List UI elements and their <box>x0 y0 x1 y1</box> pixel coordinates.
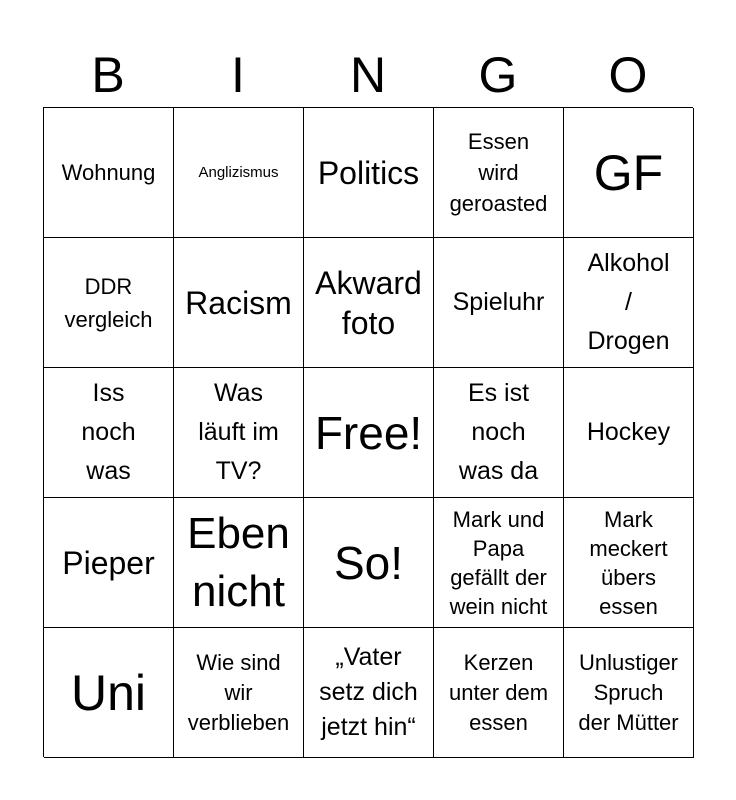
cell-text: Was läuft im TV? <box>198 379 279 485</box>
cell-text: Racism <box>185 284 292 321</box>
bingo-cell[interactable] <box>304 628 434 758</box>
bingo-cell[interactable] <box>564 498 694 628</box>
cell-text: Wie sind wir verblieben <box>187 649 290 735</box>
cell-text: So! <box>333 536 404 589</box>
bingo-cell[interactable] <box>564 108 694 238</box>
cell-text: Uni <box>70 664 147 721</box>
cell-text: Pieper <box>62 544 155 581</box>
cell-text: Alkohol / Drogen <box>587 249 670 355</box>
cell-text: Anglizismus <box>198 164 279 181</box>
header-letter-g: G <box>478 47 518 103</box>
bingo-cell[interactable] <box>44 498 174 628</box>
cell-text: DDR vergleich <box>64 273 153 332</box>
bingo-cell[interactable] <box>564 238 694 368</box>
header-letter-o: O <box>608 47 648 103</box>
cell-text: Mark und Papa gefällt der wein nicht <box>449 506 548 619</box>
cell-text: GF <box>593 144 664 201</box>
bingo-cell[interactable] <box>434 238 564 368</box>
header-letter-b: B <box>91 47 125 103</box>
bingo-header <box>43 44 693 106</box>
bingo-cell[interactable] <box>44 238 174 368</box>
cell-text: Spieluhr <box>452 288 545 316</box>
bingo-cell[interactable] <box>44 108 174 238</box>
bingo-cell[interactable] <box>174 108 304 238</box>
bingo-cell[interactable] <box>44 628 174 758</box>
bingo-cell[interactable] <box>434 108 564 238</box>
bingo-cell[interactable] <box>174 628 304 758</box>
bingo-cell[interactable] <box>304 498 434 628</box>
free-cell[interactable] <box>304 368 434 498</box>
cell-text: Politics <box>317 154 420 191</box>
cell-text: Mark meckert übers essen <box>589 506 668 619</box>
bingo-cell[interactable] <box>304 238 434 368</box>
cell-text: Wohnung <box>61 159 156 185</box>
bingo-cell[interactable] <box>44 368 174 498</box>
bingo-cell[interactable] <box>174 368 304 498</box>
cell-text: „Vater setz dich jetzt hin“ <box>319 643 418 741</box>
cell-text: Hockey <box>586 418 671 446</box>
cell-text: Essen wird geroasted <box>449 129 548 216</box>
cell-text: Eben nicht <box>187 508 290 616</box>
bingo-grid <box>43 107 693 757</box>
cell-text: Iss noch was <box>81 379 136 485</box>
bingo-cell[interactable] <box>564 368 694 498</box>
cell-text: Free! <box>314 406 423 459</box>
bingo-cell[interactable] <box>174 498 304 628</box>
cell-text: Es ist noch was da <box>458 379 539 485</box>
bingo-cell[interactable] <box>434 628 564 758</box>
bingo-cell[interactable] <box>564 628 694 758</box>
bingo-cell[interactable] <box>304 108 434 238</box>
cell-text: Kerzen unter dem essen <box>448 649 549 735</box>
cell-text: Unlustiger Spruch der Mütter <box>578 649 679 735</box>
cell-text: Akward foto <box>315 264 422 341</box>
header-letter-n: N <box>349 47 387 103</box>
bingo-cell[interactable] <box>174 238 304 368</box>
bingo-cell[interactable] <box>434 368 564 498</box>
header-letter-i: I <box>231 47 245 103</box>
bingo-cell[interactable] <box>434 498 564 628</box>
